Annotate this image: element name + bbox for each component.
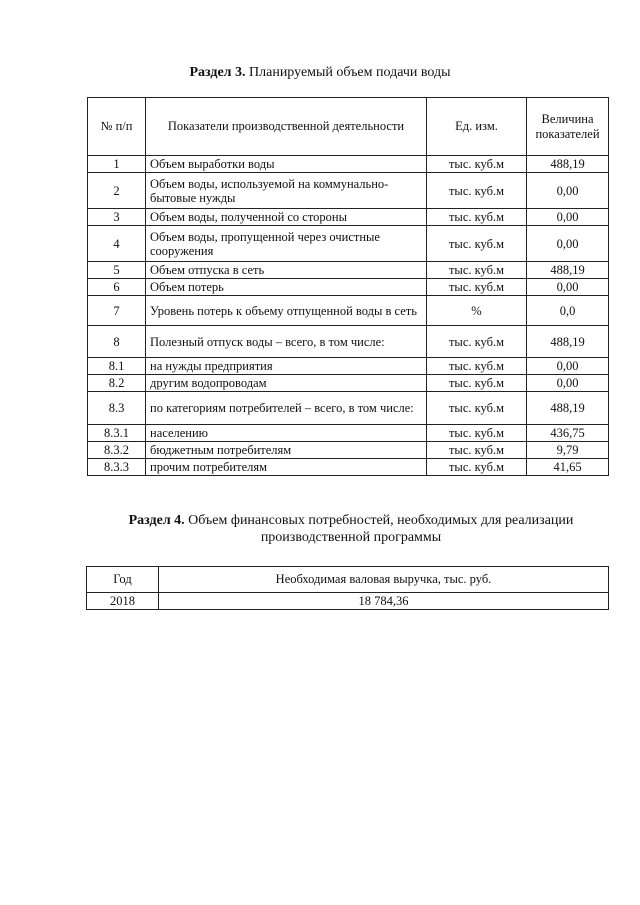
row-year: 2018 <box>87 593 159 610</box>
row-value: 0,00 <box>527 226 609 262</box>
section-3-heading <box>0 64 640 81</box>
row-value: 488,19 <box>527 156 609 173</box>
row-unit: тыс. куб.м <box>427 156 527 173</box>
water-supply-table <box>87 97 609 476</box>
row-indicator: Объем выработки воды <box>146 156 427 173</box>
row-unit: тыс. куб.м <box>427 459 527 476</box>
header-indicator: Показатели производственной деятельности <box>146 98 427 156</box>
table-header-row <box>88 98 609 156</box>
table-row <box>88 459 609 476</box>
row-num: 8.2 <box>88 375 146 392</box>
row-num: 5 <box>88 262 146 279</box>
table-body <box>88 156 609 476</box>
row-value: 0,00 <box>527 173 609 209</box>
table-body <box>87 593 609 610</box>
row-indicator: другим водопроводам <box>146 375 427 392</box>
table-row <box>88 425 609 442</box>
row-value: 436,75 <box>527 425 609 442</box>
row-indicator: Объем воды, полученной со стороны <box>146 209 427 226</box>
header-num: № п/п <box>88 98 146 156</box>
header-value: Величина показателей <box>527 98 609 156</box>
table-header-row <box>87 567 609 593</box>
section-4-heading <box>96 512 606 546</box>
table-row <box>88 209 609 226</box>
table-row <box>88 296 609 326</box>
row-value: 488,19 <box>527 326 609 358</box>
row-indicator: Полезный отпуск воды – всего, в том числе: <box>146 326 427 358</box>
row-unit: тыс. куб.м <box>427 279 527 296</box>
row-unit: тыс. куб.м <box>427 392 527 425</box>
table-row <box>87 593 609 610</box>
row-revenue: 18 784,36 <box>159 593 609 610</box>
row-unit: тыс. куб.м <box>427 173 527 209</box>
row-indicator: населению <box>146 425 427 442</box>
row-indicator: на нужды предприятия <box>146 358 427 375</box>
row-unit: тыс. куб.м <box>427 358 527 375</box>
row-num: 8 <box>88 326 146 358</box>
row-num: 8.3.1 <box>88 425 146 442</box>
row-unit: тыс. куб.м <box>427 209 527 226</box>
row-unit: тыс. куб.м <box>427 425 527 442</box>
row-value: 0,0 <box>527 296 609 326</box>
row-num: 2 <box>88 173 146 209</box>
row-num: 7 <box>88 296 146 326</box>
row-num: 8.3 <box>88 392 146 425</box>
row-value: 0,00 <box>527 279 609 296</box>
table-row <box>88 442 609 459</box>
row-value: 488,19 <box>527 262 609 279</box>
row-unit: тыс. куб.м <box>427 226 527 262</box>
row-unit: тыс. куб.м <box>427 375 527 392</box>
table-row <box>88 156 609 173</box>
row-unit: тыс. куб.м <box>427 262 527 279</box>
row-indicator: Объем отпуска в сеть <box>146 262 427 279</box>
row-indicator: Объем потерь <box>146 279 427 296</box>
financial-needs-table <box>86 566 609 610</box>
section-4-label: Раздел 4. <box>128 513 185 528</box>
row-value: 0,00 <box>527 358 609 375</box>
table-row <box>88 358 609 375</box>
row-num: 6 <box>88 279 146 296</box>
header-unit: Ед. изм. <box>427 98 527 156</box>
row-indicator: Объем воды, используемой на коммунально-бытовые нужды <box>146 173 427 209</box>
table-row <box>88 279 609 296</box>
row-indicator: прочим потребителям <box>146 459 427 476</box>
table-row <box>88 375 609 392</box>
table-row <box>88 392 609 425</box>
row-indicator: Уровень потерь к объему отпущенной воды в сеть <box>146 296 427 326</box>
table-row <box>88 226 609 262</box>
row-indicator: бюджетным потребителям <box>146 442 427 459</box>
row-num: 8.3.2 <box>88 442 146 459</box>
section-3-title: Планируемый объем подачи воды <box>245 65 451 80</box>
row-num: 8.3.3 <box>88 459 146 476</box>
row-num: 1 <box>88 156 146 173</box>
table-row <box>88 326 609 358</box>
section-4-title: Объем финансовых потребностей, необходимых для реализации производственной программы <box>184 513 574 545</box>
row-value: 41,65 <box>527 459 609 476</box>
table-row <box>88 173 609 209</box>
row-value: 0,00 <box>527 375 609 392</box>
row-indicator: по категориям потребителей – всего, в том числе: <box>146 392 427 425</box>
table-row <box>88 262 609 279</box>
row-unit: тыс. куб.м <box>427 326 527 358</box>
row-num: 4 <box>88 226 146 262</box>
header-year: Год <box>87 567 159 593</box>
row-unit: % <box>427 296 527 326</box>
section-3-label: Раздел 3. <box>189 65 246 80</box>
row-num: 3 <box>88 209 146 226</box>
row-value: 488,19 <box>527 392 609 425</box>
row-num: 8.1 <box>88 358 146 375</box>
row-value: 9,79 <box>527 442 609 459</box>
row-indicator: Объем воды, пропущенной через очистные сооружения <box>146 226 427 262</box>
row-value: 0,00 <box>527 209 609 226</box>
row-unit: тыс. куб.м <box>427 442 527 459</box>
header-revenue: Необходимая валовая выручка, тыс. руб. <box>159 567 609 593</box>
